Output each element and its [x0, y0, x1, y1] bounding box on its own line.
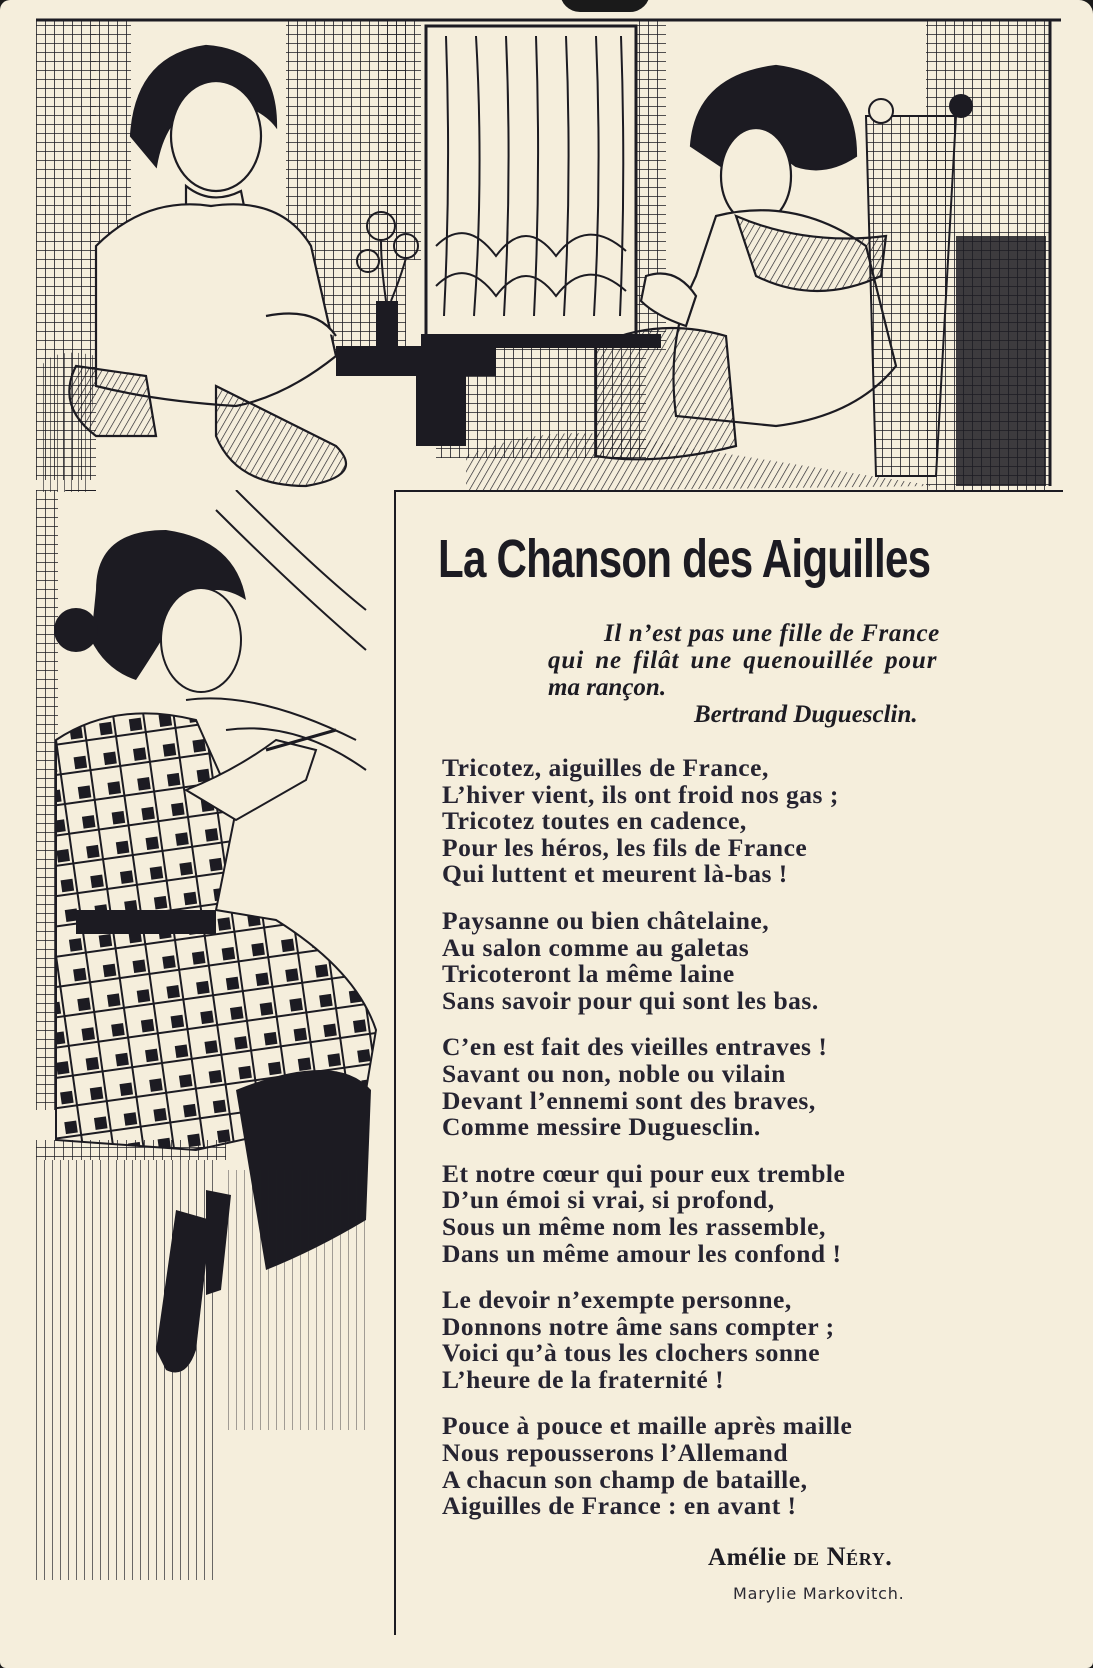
stanza-5	[442, 1287, 1042, 1393]
epigraph	[548, 620, 1038, 728]
stanza-4	[442, 1158, 1042, 1268]
epigraph-line: qui ne filât une quenouillée pour	[548, 647, 938, 674]
verse: Tricotez toutes en cadence,	[442, 806, 747, 836]
panel-top-border	[395, 490, 1063, 492]
verse: Et notre cœur qui pour eux tremble	[442, 1158, 846, 1188]
song-title: La Chanson des Aiguilles	[438, 529, 931, 589]
verse: A chacun son champ de bataille,	[442, 1464, 808, 1494]
stanza-2	[442, 905, 1042, 1015]
verse: Comme messire Duguesclin.	[442, 1112, 761, 1142]
verse: L’heure de la fraternité !	[442, 1364, 725, 1394]
verse: L’hiver vient, ils ont froid nos gas ;	[442, 779, 839, 809]
illustration-left-knitting-girl	[36, 490, 396, 1630]
stanza-3	[442, 1034, 1042, 1140]
illustration-top-drawing	[36, 16, 1061, 492]
verse: Pouce à pouce et maille après maille	[442, 1411, 853, 1441]
verse: Nous repousserons l’Allemand	[442, 1438, 789, 1468]
verse: Le devoir n’exempte personne,	[442, 1285, 792, 1315]
verse: Dans un même amour les confond !	[442, 1238, 842, 1268]
stanza-1	[442, 755, 1042, 888]
torn-edge	[560, 0, 650, 12]
verse: D’un émoi si vrai, si profond,	[442, 1185, 775, 1215]
verse: Tricoteront la même laine	[442, 959, 735, 989]
author-first-name: Amélie	[708, 1544, 787, 1571]
illustrator-credit: Marylie Markovitch.	[733, 1584, 905, 1603]
verse: Aiguilles de France : en avant !	[442, 1491, 797, 1521]
author-last-name: de Néry.	[793, 1542, 893, 1571]
stanza-6	[442, 1413, 1042, 1519]
verse: Devant l’ennemi sont des braves,	[442, 1085, 816, 1115]
panel-left-border	[394, 490, 396, 1635]
verse: C’en est fait des vieilles entraves !	[442, 1032, 828, 1062]
epigraph-attribution: Bertrand Duguesclin.	[694, 701, 918, 728]
illustration-top-knitting-women	[36, 16, 1061, 492]
verse: Savant ou non, noble ou vilain	[442, 1058, 786, 1088]
verse: Sous un même nom les rassemble,	[442, 1211, 826, 1241]
epigraph-line: ma rançon.	[548, 674, 667, 701]
epigraph-line: Il n’est pas une fille de France	[604, 620, 940, 647]
verse: Sans savoir pour qui sont les bas.	[442, 985, 819, 1015]
verse: Qui luttent et meurent là-bas !	[442, 859, 788, 889]
verse: Donnons notre âme sans compter ;	[442, 1311, 835, 1341]
verse: Voici qu’à tous les clochers sonne	[442, 1338, 821, 1368]
author-signature	[708, 1542, 892, 1572]
verse: Paysanne ou bien châtelaine,	[442, 905, 770, 935]
verse: Tricotez, aiguilles de France,	[442, 753, 769, 782]
illustration-left-drawing	[36, 490, 396, 1630]
verse: Pour les héros, les fils de France	[442, 832, 808, 862]
poem-body	[442, 755, 1042, 1540]
verse: Au salon comme au galetas	[442, 932, 750, 962]
